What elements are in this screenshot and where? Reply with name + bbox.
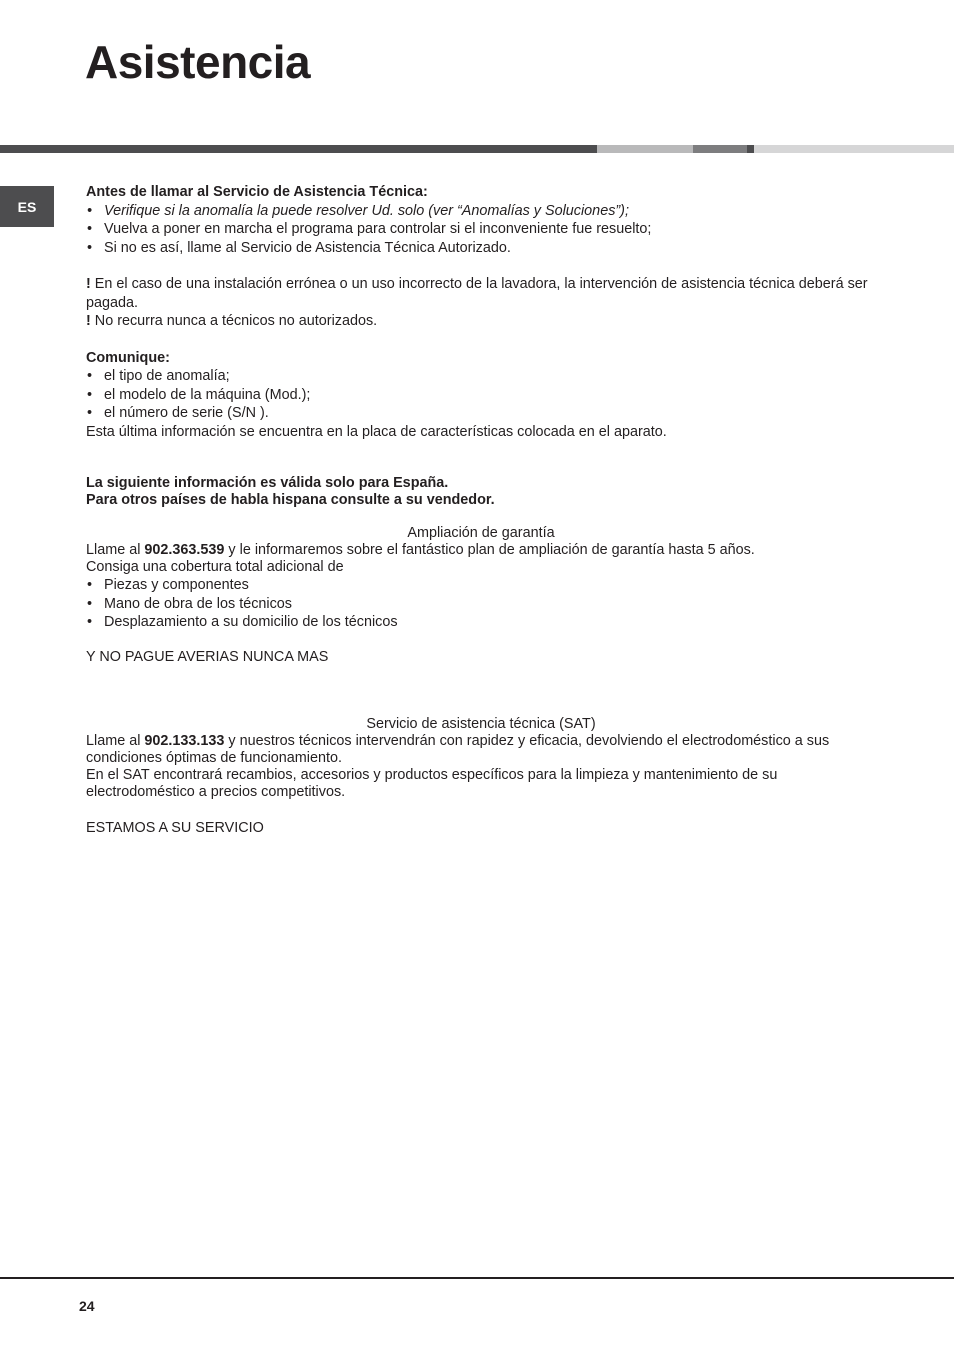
page-number: 24 (79, 1298, 95, 1314)
list-item: • Si no es así, llame al Servicio de Asistencia Técnica Autorizado. (86, 239, 876, 258)
spain-notice-line: Para otros países de habla hispana consulte a su vendedor. (86, 492, 495, 508)
sat-slogan: ESTAMOS A SU SERVICIO (86, 820, 264, 836)
list-item: • Desplazamiento a su domicilio de los técnicos (86, 613, 876, 632)
warranty-phone: 902.363.539 (144, 542, 225, 558)
header-divider (754, 145, 954, 153)
page-title: Asistencia (85, 36, 311, 88)
list-item: • Verifique si la anomalía la puede resolver Ud. solo (ver “Anomalías y Soluciones”); (86, 202, 876, 221)
communicate-list (86, 367, 876, 423)
header-divider (0, 145, 597, 153)
warranty-coverage-intro: Consiga una cobertura total adicional de (86, 559, 344, 575)
main-content (86, 183, 876, 838)
header-divider (597, 145, 693, 153)
before-call-heading: Antes de llamar al Servicio de Asistencia Técnica: (86, 184, 428, 200)
warning-text: En el caso de una instalación errónea o un uso incorrecto de la lavadora, la intervención de asistencia técnica deberá ser pagada. (86, 276, 868, 311)
list-item: • Vuelva a poner en marcha el programa para controlar si el inconveniente fue resuelto; (86, 220, 876, 239)
warning-unauthorized (86, 312, 876, 331)
warranty-call-prefix: Llame al (86, 542, 145, 558)
warning-paid-service (86, 275, 876, 312)
list-item: • el número de serie (S/N ). (86, 404, 876, 423)
communicate-heading: Comunique: (86, 349, 170, 366)
sat-shop-text: En el SAT encontrará recambios, accesorios y productos específicos para la limpieza y mantenimiento de su electrodoméstico a precios competitivos. (86, 767, 778, 800)
language-tab: ES (0, 186, 54, 227)
footer-divider (0, 1277, 954, 1279)
spain-notice-line: La siguiente información es válida solo para España. (86, 475, 449, 491)
warning-mark: ! (86, 313, 91, 329)
sat-call-suffix: y nuestros técnicos intervendrán con rapidez y eficacia, devolviendo el electrodoméstico a sus condiciones óptimas de funcionamiento. (86, 733, 830, 766)
sat-call-prefix: Llame al (86, 733, 145, 749)
warning-text: No recurra nunca a técnicos no autorizados. (90, 313, 378, 329)
warranty-coverage-list (86, 576, 876, 632)
warranty-call-suffix: y le informaremos sobre el fantástico plan de ampliación de garantía hasta 5 años. (224, 542, 755, 558)
communicate-note: Esta última información se encuentra en la placa de características colocada en el aparato. (86, 423, 667, 440)
warranty-heading: Ampliación de garantía (407, 525, 555, 541)
header-divider (747, 145, 754, 153)
sat-heading: Servicio de asistencia técnica (SAT) (366, 716, 596, 732)
list-item: • el modelo de la máquina (Mod.); (86, 386, 876, 405)
warranty-slogan: Y NO PAGUE AVERIAS NUNCA MAS (86, 648, 329, 665)
sat-phone: 902.133.133 (144, 733, 225, 749)
list-item: • el tipo de anomalía; (86, 367, 876, 386)
header-divider (693, 145, 747, 153)
before-call-list (86, 202, 876, 258)
list-item: • Mano de obra de los técnicos (86, 595, 876, 614)
sat-call-text (86, 733, 876, 767)
warning-mark: ! (86, 276, 91, 292)
warranty-call-text (86, 542, 876, 559)
list-item: • Piezas y componentes (86, 576, 876, 595)
